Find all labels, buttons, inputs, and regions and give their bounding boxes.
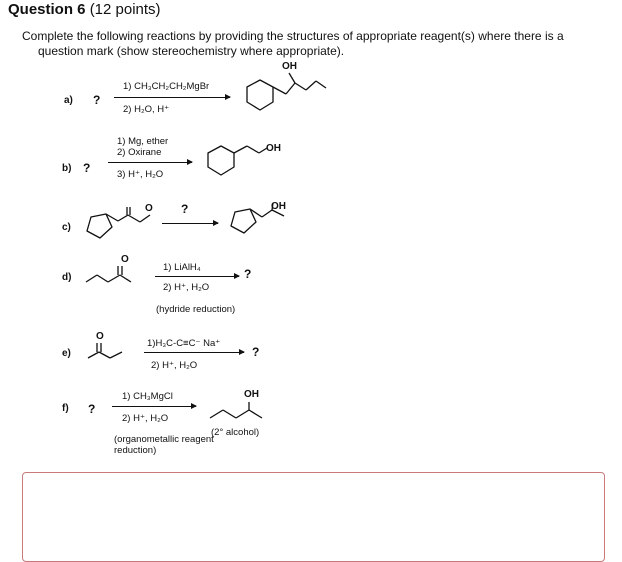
reaction-c-arrow — [162, 223, 218, 224]
reaction-a-reagent-1: 1) CH₃CH₂CH₂MgBr — [123, 81, 210, 92]
question-number: Question 6 — [8, 1, 86, 18]
reaction-b-arrow — [108, 162, 192, 163]
reaction-f-start-question: ? — [88, 402, 96, 416]
reaction-b-reagent-2: 2) Oxirane — [117, 147, 162, 158]
reaction-c-product-oh: OH — [271, 201, 286, 212]
reaction-a-product-oh: OH — [282, 61, 297, 72]
reaction-c-start-o: O — [145, 203, 153, 214]
reaction-a-label: a) — [64, 95, 73, 106]
reaction-a-arrow — [114, 97, 230, 98]
reaction-b-start-question: ? — [83, 161, 91, 175]
reaction-f-reagent-2: 2) H⁺, H₂O — [122, 413, 169, 424]
reaction-e-start-structure — [86, 340, 136, 370]
reaction-c-product-structure — [228, 202, 298, 242]
reaction-d-start-structure — [84, 258, 154, 298]
reaction-e-start-o: O — [96, 331, 104, 342]
question-title — [8, 1, 161, 18]
reaction-e-arrow — [144, 352, 244, 353]
reaction-f-product-note: (2° alcohol) — [211, 427, 260, 438]
reaction-b-label: b) — [62, 163, 72, 174]
reaction-a-product-structure — [240, 70, 330, 120]
reaction-d-reagent-1: 1) LiAlH₄ — [163, 262, 201, 273]
reaction-a-start-question: ? — [93, 93, 101, 107]
reaction-f-note: (organometallic reagent reduction) — [114, 434, 214, 456]
reaction-e-label: e) — [62, 348, 71, 359]
instructions-line-1: Complete the following reactions by providing the structures of appropriate reagent(s) where there is a — [22, 29, 564, 43]
reaction-f-arrow — [112, 406, 196, 407]
reaction-d-label: d) — [62, 272, 72, 283]
reaction-e-reagent-1: 1)H₃C-C≡C⁻ Na⁺ — [147, 338, 221, 349]
reaction-d-reagent-2: 2) H⁺, H₂O — [163, 282, 210, 293]
reaction-d-note: (hydride reduction) — [156, 304, 236, 315]
reaction-f-product-structure — [208, 398, 278, 428]
reaction-f-label: f) — [62, 403, 69, 414]
instructions-line-2: question mark (show stereochemistry where appropriate). — [38, 44, 345, 58]
answer-box[interactable] — [22, 472, 605, 562]
reaction-d-start-o: O — [121, 254, 129, 265]
reaction-e-product-question: ? — [252, 345, 260, 359]
reaction-c-reagent-question: ? — [181, 202, 189, 216]
reaction-f-product-oh: OH — [244, 389, 259, 400]
question-points: (12 points) — [89, 1, 161, 18]
reaction-b-reagent-3: 3) H⁺, H₂O — [117, 169, 164, 180]
reaction-f-reagent-1: 1) CH₃MgCl — [122, 391, 173, 402]
reaction-d-arrow — [155, 276, 239, 277]
reaction-d-product-question: ? — [244, 267, 252, 281]
reaction-c-label: c) — [62, 222, 71, 233]
reaction-b-product-oh: OH — [266, 143, 281, 154]
reaction-a-reagent-2: 2) H₂O, H⁺ — [123, 104, 170, 115]
reaction-e-reagent-2: 2) H⁺, H₂O — [151, 360, 198, 371]
reaction-b-reagent-1: 1) Mg, ether — [117, 136, 169, 147]
